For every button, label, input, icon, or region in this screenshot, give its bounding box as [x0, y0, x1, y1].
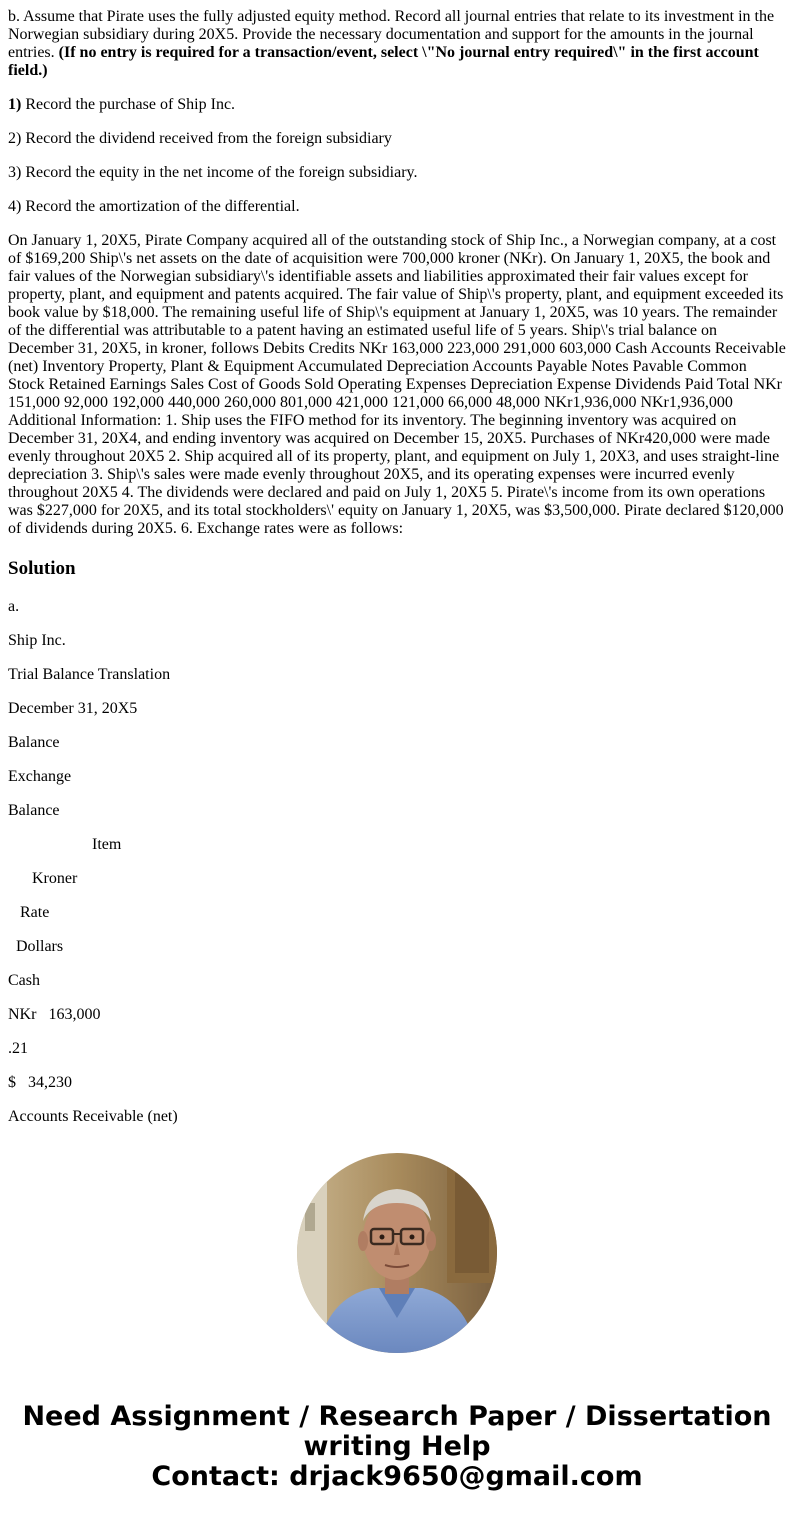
- step-3: 3) Record the equity in the net income of the foreign subsidiary.: [8, 164, 418, 181]
- row-cash-dollars: $ 34,230: [8, 1074, 72, 1091]
- author-photo-icon: [297, 1153, 497, 1353]
- column-rate: Rate: [20, 904, 50, 921]
- column-kroner: Kroner: [32, 870, 78, 887]
- author-avatar: [297, 1153, 497, 1353]
- intro-text: b. Assume that Pirate uses the fully adjusted equity method. Record all journal entries that relate to its investment in the Norwegian subsidiary during 20X5. Provide the necessary documentation and support for the amounts in the journal entries.: [8, 8, 775, 61]
- column-item: Item: [92, 836, 122, 853]
- promo-line-2: writing Help: [303, 1431, 491, 1462]
- question-content: [8, 8, 786, 1142]
- column-balance-1: Balance: [8, 734, 60, 751]
- solution-table-title: Trial Balance Translation: [8, 666, 171, 683]
- row-cash-rate: .21: [8, 1040, 28, 1057]
- row-cash-item: Cash: [8, 972, 40, 989]
- question-body: On January 1, 20X5, Pirate Company acquired all of the outstanding stock of Ship Inc., a Norwegian company, at a cost of $169,200 Ship\'s net assets on the date of acquisition were 700,000 kroner (NKr). On January 1, 20X5, the book and fair values of the Norwegian subsidiary\'s identifiable assets and liabilities approximated their fair values except for property, plant, and equipment and patents acquired. The fair value of Ship\'s property, plant, and equipment exceeded its book value by $18,000. The remaining useful life of Ship\'s equipment at January 1, 20X5, was 10 years. The remainder of the differential was attributable to a patent having an estimated useful life of 5 years. Ship\'s trial balance on December 31, 20X5, in kroner, follows Debits Credits NKr 163,000 223,000 291,000 603,000 Cash Accounts Receivable (net) Inventory Property, Plant & Equipment Accumulated Depreciation Accounts Payable Notes Pavable Common Stock Retained Earnings Sales Cost of Goods Sold Operating Expenses Depreciation Expense Dividends Paid Total NKr 151,000 92,000 192,000 440,000 260,000 801,000 421,000 121,000 66,000 48,000 NKr1,936,000 NKr1,936,000 Additional Information: 1. Ship uses the FIFO method for its inventory. The beginning inventory was acquired on December 31, 20X4, and ending inventory was acquired on December 15, 20X5. Purchases of NKr420,000 were made evenly throughout 20X5 2. Ship acquired all of its property, plant, and equipment on July 1, 20X3, and uses straight-line depreciation 3. Ship\'s sales were made evenly throughout 20X5, and its operating expenses were incurred evenly throughout 20X5 4. The dividends were declared and paid on July 1, 20X5 5. Pirate\'s income from its own operations was $227,000 for 20X5, and its total stockholders\' equity on January 1, 20X5, was $3,500,000. Pirate declared $120,000 of dividends during 20X5. 6. Exchange rates were as follows:: [8, 232, 786, 537]
- step-4: 4) Record the amortization of the differential.: [8, 198, 300, 215]
- solution-company: Ship Inc.: [8, 632, 66, 649]
- row-cash-kroner: NKr 163,000: [8, 1006, 101, 1023]
- step-1: [8, 96, 786, 114]
- step-2: 2) Record the dividend received from the foreign subsidiary: [8, 130, 392, 147]
- step-1-text: Record the purchase of Ship Inc.: [21, 96, 236, 113]
- solution-part: a.: [8, 598, 20, 615]
- solution-heading: Solution: [8, 558, 76, 579]
- solution-date: December 31, 20X5: [8, 700, 138, 717]
- row-accounts-receivable-item: Accounts Receivable (net): [8, 1108, 178, 1125]
- step-1-number: 1): [8, 96, 22, 113]
- column-balance-2: Balance: [8, 802, 60, 819]
- promo-banner: [0, 1402, 794, 1492]
- solution-section: [8, 598, 786, 1126]
- question-intro: [8, 8, 786, 80]
- column-exchange: Exchange: [8, 768, 72, 785]
- promo-contact: Contact: drjack9650@gmail.com: [151, 1461, 643, 1492]
- intro-bold-note: (If no entry is required for a transaction/event, select \"No journal entry required\" in the first account field.): [8, 44, 759, 79]
- promo-line-1: Need Assignment / Research Paper / Dissertation: [22, 1401, 772, 1432]
- column-dollars: Dollars: [16, 938, 64, 955]
